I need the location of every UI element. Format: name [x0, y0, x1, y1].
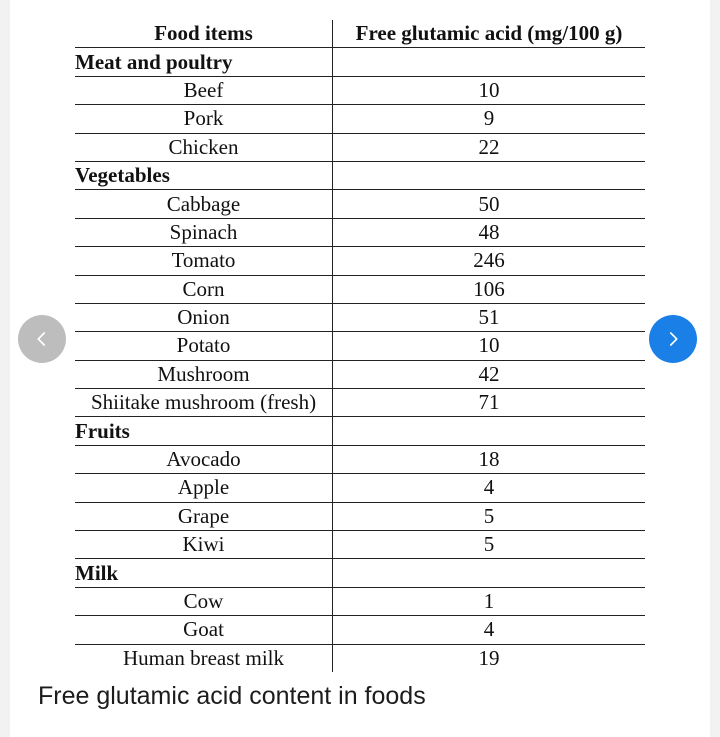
- header-glutamic-acid: Free glutamic acid (mg/100 g): [333, 20, 646, 48]
- glutamic-value-cell: 51: [333, 303, 646, 331]
- chevron-left-icon: [33, 330, 51, 348]
- previous-image-button[interactable]: [18, 315, 66, 363]
- food-name-cell: Chicken: [75, 133, 333, 161]
- glutamic-value-cell: 10: [333, 76, 646, 104]
- glutamic-value-cell: 1: [333, 587, 646, 615]
- table-row: [75, 275, 645, 303]
- food-name-cell: Avocado: [75, 445, 333, 473]
- category-label: Vegetables: [75, 161, 333, 189]
- food-name-cell: Cabbage: [75, 190, 333, 218]
- food-name-cell: Spinach: [75, 218, 333, 246]
- food-name-cell: Onion: [75, 303, 333, 331]
- category-value-cell: [333, 161, 646, 189]
- table-row: [75, 133, 645, 161]
- category-value-cell: [333, 417, 646, 445]
- table-row: [75, 105, 645, 133]
- table-row: [75, 360, 645, 388]
- glutamic-value-cell: 4: [333, 474, 646, 502]
- food-name-cell: Kiwi: [75, 531, 333, 559]
- table-row: [75, 303, 645, 331]
- table-row: [75, 218, 645, 246]
- category-label: Fruits: [75, 417, 333, 445]
- food-name-cell: Grape: [75, 502, 333, 530]
- category-value-cell: [333, 559, 646, 587]
- glutamic-value-cell: 5: [333, 531, 646, 559]
- glutamic-value-cell: 48: [333, 218, 646, 246]
- category-row: [75, 417, 645, 445]
- glutamic-value-cell: 10: [333, 332, 646, 360]
- food-name-cell: Human breast milk: [75, 644, 333, 672]
- table-row: [75, 76, 645, 104]
- table-row: [75, 389, 645, 417]
- table-header-row: [75, 20, 645, 48]
- glutamic-value-cell: 9: [333, 105, 646, 133]
- glutamic-value-cell: 4: [333, 616, 646, 644]
- table-row: [75, 445, 645, 473]
- food-name-cell: Potato: [75, 332, 333, 360]
- food-name-cell: Shiitake mushroom (fresh): [75, 389, 333, 417]
- food-name-cell: Pork: [75, 105, 333, 133]
- table-row: [75, 474, 645, 502]
- table-row: [75, 587, 645, 615]
- food-name-cell: Tomato: [75, 247, 333, 275]
- glutamic-acid-table: [75, 20, 645, 672]
- food-name-cell: Beef: [75, 76, 333, 104]
- category-row: [75, 559, 645, 587]
- category-row: [75, 48, 645, 76]
- next-image-button[interactable]: [649, 315, 697, 363]
- glutamic-value-cell: 22: [333, 133, 646, 161]
- glutamic-value-cell: 5: [333, 502, 646, 530]
- glutamic-value-cell: 106: [333, 275, 646, 303]
- category-label: Meat and poultry: [75, 48, 333, 76]
- glutamic-value-cell: 50: [333, 190, 646, 218]
- table-row: [75, 531, 645, 559]
- food-name-cell: Goat: [75, 616, 333, 644]
- table-row: [75, 502, 645, 530]
- food-name-cell: Mushroom: [75, 360, 333, 388]
- food-name-cell: Apple: [75, 474, 333, 502]
- glutamic-value-cell: 42: [333, 360, 646, 388]
- food-name-cell: Corn: [75, 275, 333, 303]
- glutamic-value-cell: 18: [333, 445, 646, 473]
- category-row: [75, 161, 645, 189]
- chevron-right-icon: [664, 330, 682, 348]
- category-value-cell: [333, 48, 646, 76]
- category-label: Milk: [75, 559, 333, 587]
- glutamic-value-cell: 246: [333, 247, 646, 275]
- table-body: [75, 48, 645, 672]
- header-food-items: Food items: [75, 20, 333, 48]
- glutamic-value-cell: 71: [333, 389, 646, 417]
- table-row: [75, 616, 645, 644]
- table-row: [75, 247, 645, 275]
- glutamic-value-cell: 19: [478, 645, 500, 670]
- table-row: [75, 190, 645, 218]
- image-caption: Free glutamic acid content in foods: [38, 682, 426, 710]
- food-name-cell: Cow: [75, 587, 333, 615]
- table-row: [75, 644, 645, 672]
- table-row: [75, 332, 645, 360]
